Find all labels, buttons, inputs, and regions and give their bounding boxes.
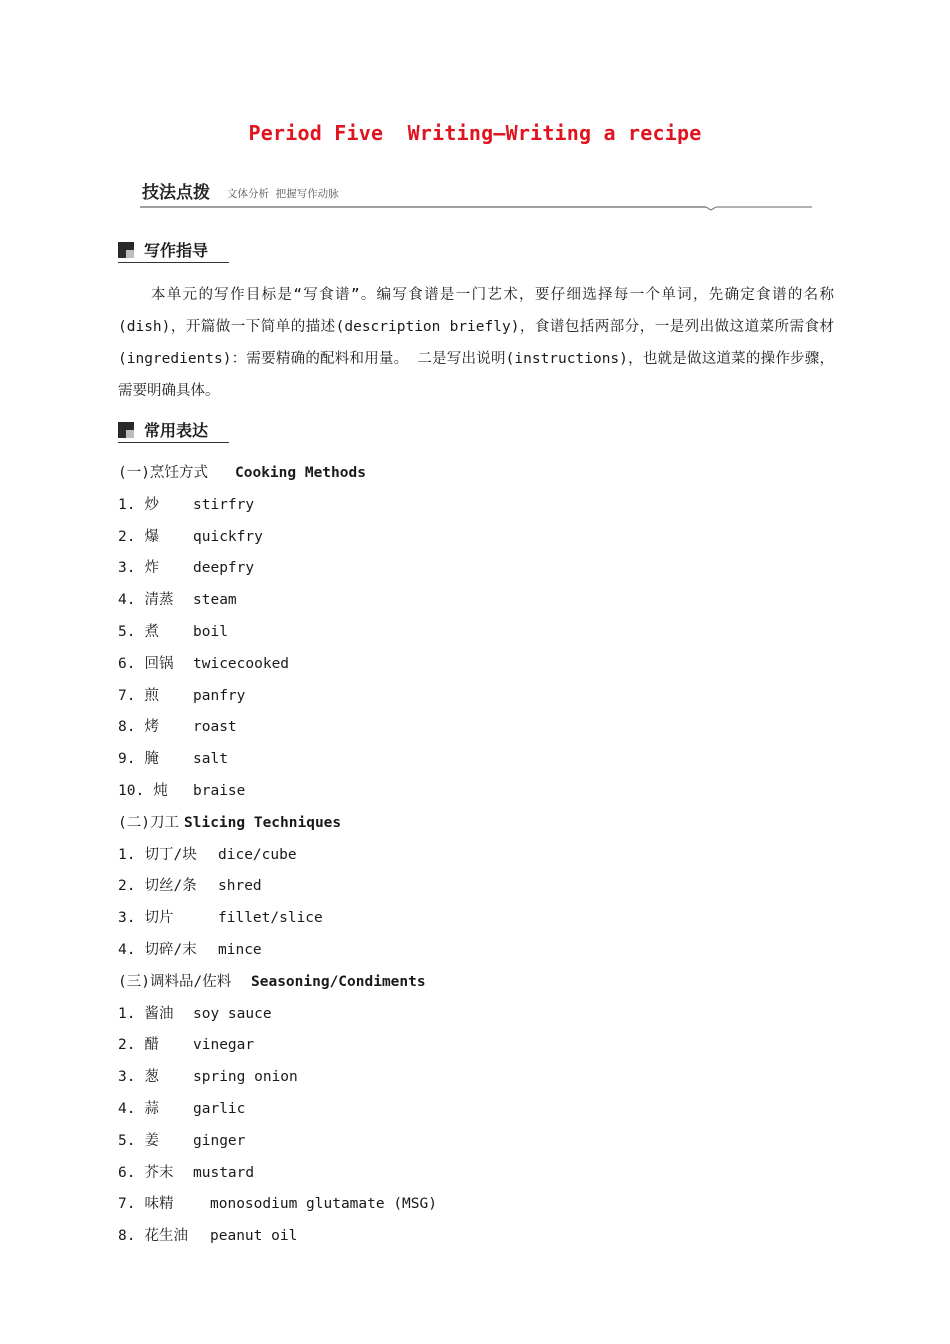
- item-number: 5.: [118, 623, 136, 640]
- vocab-item: [118, 776, 834, 808]
- vocab-item: [118, 903, 834, 935]
- item-english: shred: [218, 878, 262, 895]
- section-banner: [140, 178, 812, 210]
- category-chinese: (二)刀工: [118, 814, 179, 831]
- item-number: 6.: [118, 1164, 136, 1181]
- section-label: 常用表达: [144, 421, 209, 440]
- intro-paragraph: [118, 279, 834, 407]
- category-english: Seasoning/Condiments: [251, 973, 426, 990]
- item-english: salt: [193, 751, 228, 768]
- item-number: 3.: [118, 910, 136, 927]
- category-english: Cooking Methods: [235, 465, 366, 481]
- item-english: panfry: [193, 687, 246, 704]
- item-number: 1.: [118, 1005, 136, 1022]
- item-number: 7.: [118, 687, 136, 704]
- item-chinese: 炸: [144, 560, 159, 577]
- item-chinese: 酱油: [144, 1005, 174, 1022]
- item-chinese: 炖: [153, 782, 168, 799]
- item-number: 1.: [118, 846, 136, 863]
- vocab-item: [118, 1126, 834, 1158]
- item-chinese: 花生油: [144, 1228, 188, 1245]
- vocab-item: [118, 585, 834, 617]
- item-number: 6.: [118, 655, 136, 672]
- section-underline: [118, 442, 229, 443]
- banner-title: 技法点拨: [142, 183, 210, 203]
- item-chinese: 煮: [144, 623, 159, 640]
- item-english: soy sauce: [193, 1005, 272, 1022]
- item-number: 5.: [118, 1132, 136, 1149]
- item-chinese: 切片: [144, 910, 174, 927]
- item-english: roast: [193, 719, 237, 736]
- item-english: spring onion: [193, 1069, 298, 1086]
- item-chinese: 切丝/条: [144, 878, 197, 895]
- vocab-item: [118, 744, 834, 776]
- item-english: ginger: [193, 1132, 246, 1149]
- item-english: vinegar: [193, 1037, 255, 1054]
- item-chinese: 煎: [144, 687, 159, 704]
- category-english: Slicing Techniques: [184, 814, 342, 831]
- item-number: 3.: [118, 560, 136, 577]
- item-chinese: 炒: [144, 496, 159, 513]
- item-number: 2.: [118, 1037, 136, 1054]
- item-english: braise: [193, 782, 246, 799]
- item-english: steam: [193, 592, 237, 609]
- item-english: quickfry: [193, 528, 263, 545]
- category-heading: [118, 458, 834, 490]
- item-number: 2.: [118, 528, 136, 545]
- item-chinese: 姜: [144, 1132, 159, 1149]
- item-english: fillet/slice: [218, 910, 323, 927]
- item-number: 8.: [118, 719, 136, 736]
- vocab-item: [118, 522, 834, 554]
- item-english: garlic: [193, 1100, 246, 1117]
- section-label: 写作指导: [144, 241, 209, 260]
- item-english: deepfry: [193, 560, 255, 577]
- banner-subtitle: 文体分析 把握写作动脉: [227, 188, 339, 200]
- vocab-item: [118, 1221, 834, 1253]
- item-number: 4.: [118, 592, 136, 609]
- page-title: Period Five Writing—Writing a recipe: [248, 121, 702, 145]
- item-english: monosodium glutamate (MSG): [210, 1196, 437, 1213]
- item-chinese: 烤: [144, 719, 159, 736]
- vocab-item: [118, 649, 834, 681]
- item-number: 10.: [118, 782, 145, 799]
- item-number: 8.: [118, 1228, 136, 1245]
- item-number: 4.: [118, 941, 136, 958]
- item-chinese: 切碎/末: [144, 941, 197, 958]
- item-english: mince: [218, 941, 262, 958]
- item-chinese: 醋: [144, 1037, 159, 1054]
- vocab-item: [118, 617, 834, 649]
- item-number: 7.: [118, 1196, 136, 1213]
- vocab-item: [118, 1030, 834, 1062]
- item-number: 2.: [118, 878, 136, 895]
- vocab-item: [118, 999, 834, 1031]
- vocab-item: [118, 1094, 834, 1126]
- square-bullet-icon: [118, 242, 134, 258]
- vocabulary-list: [118, 458, 834, 1253]
- category-heading: [118, 967, 834, 999]
- item-chinese: 葱: [144, 1069, 159, 1086]
- item-chinese: 蒜: [144, 1100, 159, 1117]
- vocab-item: [118, 1158, 834, 1190]
- vocab-item: [118, 490, 834, 522]
- item-chinese: 清蒸: [144, 592, 174, 609]
- item-number: 3.: [118, 1069, 136, 1086]
- item-chinese: 回锅: [144, 655, 174, 672]
- vocab-item: [118, 935, 834, 967]
- item-chinese: 芥末: [144, 1164, 174, 1181]
- vocab-item: [118, 871, 834, 903]
- vocab-item: [118, 1062, 834, 1094]
- item-english: mustard: [193, 1164, 255, 1181]
- item-number: 1.: [118, 496, 136, 513]
- item-english: peanut oil: [210, 1228, 298, 1245]
- vocab-item: [118, 712, 834, 744]
- item-english: twicecooked: [193, 655, 290, 672]
- vocab-item: [118, 553, 834, 585]
- vocab-item: [118, 1189, 834, 1221]
- paragraph-text: 本单元的写作目标是“写食谱”。编写食谱是一门艺术，要仔细选择每一个单词，先确定食谱的名称(dish)，开篇做一下简单的描述(description briefly)，食谱包括两部分，一是列出做这道菜所需食材(ingredients)：需要精确的配料和用量。 二是写出说明(instructions)，也就是做这道菜的操作步骤，需要明确具体。: [118, 287, 834, 399]
- vocab-item: [118, 840, 834, 872]
- banner-divider: [140, 205, 812, 211]
- item-chinese: 切丁/块: [144, 846, 197, 863]
- category-heading: [118, 808, 834, 840]
- item-english: boil: [193, 623, 228, 640]
- section-underline: [118, 262, 229, 263]
- item-number: 4.: [118, 1100, 136, 1117]
- category-chinese: (三)调料品/佐料: [118, 973, 232, 990]
- item-number: 9.: [118, 751, 136, 768]
- vocab-item: [118, 681, 834, 713]
- category-chinese: (一)烹饪方式: [118, 465, 208, 481]
- item-chinese: 腌: [144, 751, 159, 768]
- square-bullet-icon: [118, 422, 134, 438]
- item-english: stirfry: [193, 496, 255, 513]
- item-chinese: 爆: [144, 528, 159, 545]
- item-chinese: 味精: [144, 1196, 174, 1213]
- item-english: dice/cube: [218, 846, 297, 863]
